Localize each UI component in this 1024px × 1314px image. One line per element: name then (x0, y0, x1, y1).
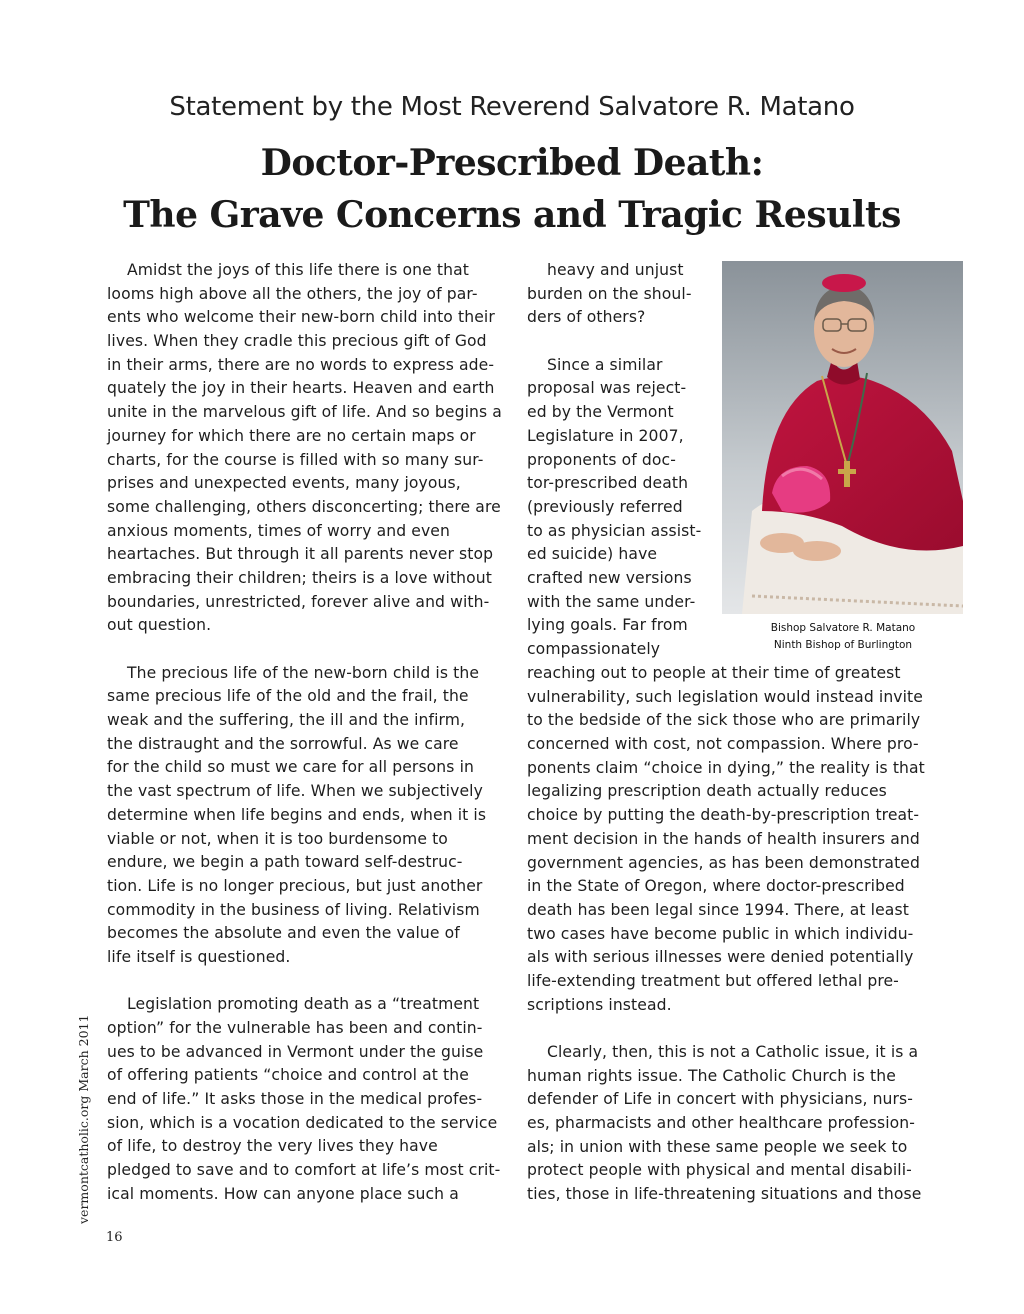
text-line: determine when life begins and ends, when it is (107, 805, 487, 824)
text-line: two cases have become public in which individu- (527, 924, 914, 943)
text-line: death has been legal since 1994. There, at least (527, 900, 909, 919)
text-line: (previously referred (527, 497, 683, 516)
text-line (107, 970, 507, 994)
text-line: heartaches. But through it all parents never stop (107, 545, 494, 564)
text-line: legalizing prescription death actually reduces (527, 782, 887, 801)
text-line: becomes the absolute and even the value of (107, 924, 460, 943)
text-line: journey for which there are no certain maps or (107, 426, 476, 445)
text-line: concerned with cost, not compassion. Where pro- (527, 735, 919, 754)
right-column-wide (527, 662, 927, 1207)
text-line: human rights issue. The Catholic Church is the (527, 1066, 896, 1085)
text-line: the vast spectrum of life. When we subjectively (107, 782, 483, 801)
text-line: proposal was reject- (527, 379, 687, 398)
text-line: sion, which is a vocation dedicated to the service (107, 1113, 498, 1132)
text-line: pledged to save and to comfort at life’s most crit- (107, 1161, 501, 1180)
text-line: unite in the marvelous gift of life. And so begins a (107, 403, 502, 422)
text-line: with the same under- (527, 592, 696, 611)
text-line: Amidst the joys of this life there is one that (127, 261, 469, 279)
text-line: out question. (107, 616, 212, 635)
text-line: in their arms, there are no words to express ade- (107, 355, 495, 374)
text-line (527, 1017, 927, 1041)
text-line: als with serious illnesses were denied potentially (527, 948, 914, 967)
text-line: end of life.” It asks those in the medical profes- (107, 1090, 483, 1109)
page-number: 16 (106, 1230, 123, 1245)
sidebar-publication: vermontcatholic.org March 2011 (76, 1014, 91, 1224)
text-line: tion. Life is no longer precious, but just another (107, 876, 483, 895)
text-line: ties, those in life-threatening situations and those (527, 1185, 922, 1204)
text-line: government agencies, as has been demonstrated (527, 853, 920, 872)
text-line: ed by the Vermont (527, 403, 674, 422)
supertitle: Statement by the Most Reverend Salvatore R. Matano (169, 92, 855, 122)
text-line: commodity in the business of living. Relativism (107, 900, 480, 919)
text-line: heavy and unjust (547, 261, 684, 279)
text-line: life-extending treatment but offered lethal pre- (527, 971, 899, 990)
text-line: some challenging, others disconcerting; there are (107, 497, 501, 516)
text-line: tor-prescribed death (527, 474, 689, 493)
text-line: life itself is questioned. (107, 947, 291, 966)
text-line: anxious moments, times of worry and even (107, 521, 450, 540)
text-line: compassionately (527, 640, 661, 658)
text-line: Since a similar (547, 355, 663, 374)
text-line: defender of Life in concert with physicians, nurs- (527, 1090, 914, 1109)
text-line: The precious life of the new-born child is the (127, 663, 480, 682)
text-line: looms high above all the others, the joy of par- (107, 284, 478, 303)
text-line: lying goals. Far from (527, 616, 688, 635)
text-line: ment decision in the hands of health insurers and (527, 829, 920, 848)
text-line: ed suicide) have (527, 545, 658, 564)
text-line: reaching out to people at their time of greatest (527, 664, 901, 682)
article-title-line2: The Grave Concerns and Tragic Results (123, 194, 901, 236)
text-line: choice by putting the death-by-prescription treat- (527, 806, 920, 825)
text-line: scriptions instead. (527, 995, 672, 1014)
text-line: ponents claim “choice in dying,” the reality is that (527, 758, 925, 777)
text-line: same precious life of the old and the frail, the (107, 687, 469, 706)
text-line: boundaries, unrestricted, forever alive and with- (107, 592, 490, 611)
text-line: ical moments. How can anyone place such a (107, 1184, 459, 1203)
text-line: prises and unexpected events, many joyous, (107, 474, 461, 493)
text-line: ues to be advanced in Vermont under the guise (107, 1042, 484, 1061)
text-line (527, 330, 712, 354)
text-line: viable or not, when it is too burdensome to (107, 829, 448, 848)
text-line: to the bedside of the sick those who are primarily (527, 711, 921, 730)
left-column (107, 259, 507, 1207)
text-line: proponents of doc- (527, 450, 676, 469)
article-title-line1: Doctor-Prescribed Death: (260, 142, 764, 184)
text-line: es, pharmacists and other healthcare profession- (527, 1114, 916, 1133)
photo-caption-name: Bishop Salvatore R. Matano (770, 622, 916, 634)
text-line: ents who welcome their new-born child into their (107, 308, 495, 327)
photo-caption-title: Ninth Bishop of Burlington (773, 639, 913, 651)
text-line: of offering patients “choice and control at the (107, 1066, 469, 1085)
text-line: als; in union with these same people we seek to (527, 1137, 908, 1156)
right-column-narrow (527, 259, 712, 662)
text-line: protect people with physical and mental disabili- (527, 1161, 912, 1180)
text-line (107, 638, 507, 662)
text-line: Legislation promoting death as a “treatment (127, 995, 480, 1014)
text-line: option” for the vulnerable has been and contin- (107, 1019, 483, 1037)
text-line: vulnerability, such legislation would instead invite (527, 687, 923, 706)
text-line: endure, we begin a path toward self-destruc- (107, 853, 463, 872)
text-line: lives. When they cradle this precious gift of God (107, 332, 487, 351)
text-line: quately the joy in their hearts. Heaven and earth (107, 379, 495, 398)
text-line: to as physician assist- (527, 521, 702, 540)
text-line: ders of others? (527, 308, 646, 327)
text-line: charts, for the course is filled with so many sur- (107, 450, 484, 469)
text-line: burden on the shoul- (527, 284, 692, 303)
text-line: Legislature in 2007, (527, 426, 684, 445)
text-line: Clearly, then, this is not a Catholic issue, it is a (547, 1043, 919, 1061)
text-line: for the child so must we care for all persons in (107, 758, 474, 777)
text-line: weak and the suffering, the ill and the infirm, (107, 711, 466, 730)
text-line: embracing their children; theirs is a love without (107, 568, 492, 587)
text-line: of life, to destroy the very lives they have (107, 1137, 438, 1156)
text-line: the distraught and the sorrowful. As we care (107, 734, 459, 753)
bishop-photo (722, 261, 963, 614)
text-line: crafted new versions (527, 568, 692, 587)
text-line: in the State of Oregon, where doctor-prescribed (527, 877, 905, 896)
